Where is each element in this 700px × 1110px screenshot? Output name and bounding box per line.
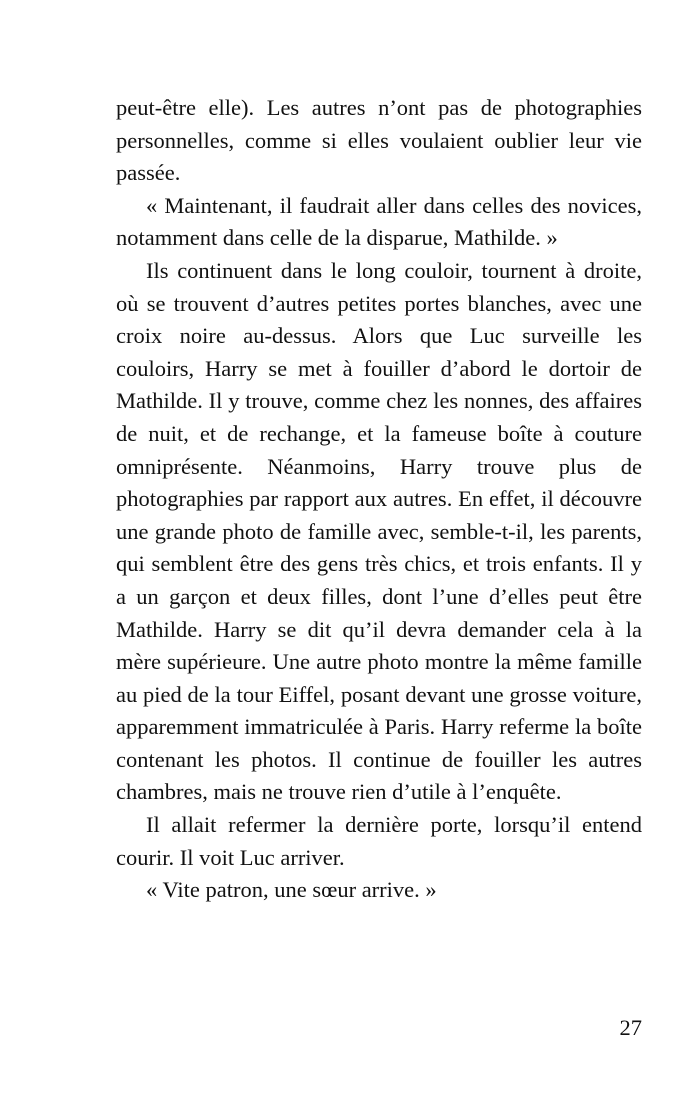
- paragraph: peut-être elle). Les autres n’ont pas de photographies personnelles, comme si elles voulaient oublier leur vie passée.: [116, 95, 642, 186]
- paragraph: Il allait refermer la dernière porte, lorsqu’il entend courir. Il voit Luc arriver.: [116, 812, 642, 870]
- page-number: 27: [619, 1015, 642, 1040]
- paragraph: « Maintenant, il faudrait aller dans celles des novices, notamment dans celle de la disparue, Mathilde. »: [116, 192, 642, 251]
- paragraph: « Vite patron, une sœur arrive. »: [146, 877, 437, 903]
- paragraph: Ils continuent dans le long couloir, tournent à droite, où se trouvent d’autres petites portes blanches, avec une croix noire au-dessus. Alors que Luc surveille les couloirs, Harry se met à fouiller d’abord le dortoir de Mathilde. Il y trouve, comme chez les nonnes, des affaires de nuit, et de rechange, et la fameuse boîte à couture omniprésente. Néanmoins, Harry trouve plus de photographies par rapport aux autres. En effet, il découvre une grande photo de famille avec, semble-t-il, les parents, qui semblent être des gens très chics, et trois enfants. Il y a un garçon et deux filles, dont l’une d’elles peut être Mathilde. Harry se dit qu’il devra demander cela à la mère supérieure. Une autre photo montre la même famille au pied de la tour Eiffel, posant devant une grosse voiture, apparemment immatriculée à Paris. Harry referme la boîte contenant les photos. Il continue de fouiller les autres chambres, mais ne trouve rien d’utile à l’enquête.: [116, 257, 642, 805]
- page-body: [116, 92, 642, 907]
